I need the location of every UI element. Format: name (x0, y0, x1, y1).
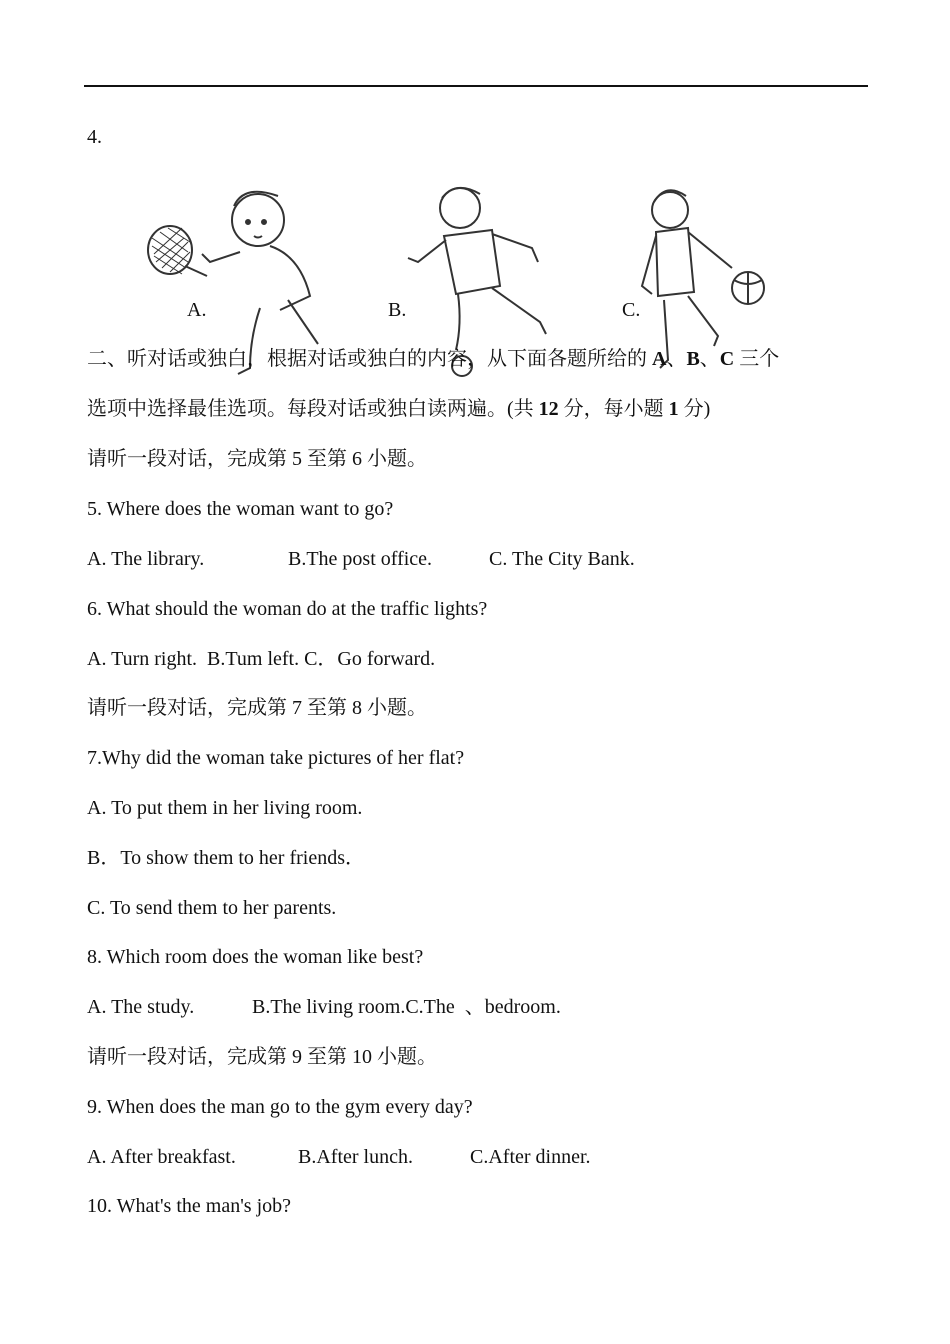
heading-bold: C (719, 348, 735, 370)
top-rule (84, 85, 868, 87)
option-a: A. The library. (87, 548, 205, 570)
option-a: A. After breakfast. (87, 1146, 236, 1168)
question-8: 8. Which room does the woman like best? (87, 946, 424, 968)
question-7: 7.Why did the woman take pictures of her flat? (87, 747, 465, 769)
heading-text: 分，每小题 (558, 398, 669, 420)
option-c-label: C. (622, 299, 641, 321)
question-9: 9. When does the man go to the gym every day? (87, 1096, 473, 1118)
question-9-options (87, 1144, 591, 1170)
option-b: B.The post office. (288, 548, 433, 570)
section-2-heading-line-1 (87, 346, 779, 372)
question-5-options (87, 546, 635, 572)
heading-text: 分) (678, 398, 711, 420)
question-6-options: A. Turn right. B.Tum left. C．Go forward. (87, 648, 436, 670)
question-10: 10. What's the man's job? (87, 1195, 292, 1217)
heading-bold: 1 (668, 398, 679, 420)
option-c: C.After dinner. (470, 1146, 591, 1168)
question-7-option-a: A. To put them in her living room. (87, 797, 363, 819)
instruction-7-8: 请听一段对话，完成第 7 至第 8 小题。 (87, 697, 427, 719)
option-b-c: B.The living room.C.The 、bedroom. (252, 996, 561, 1018)
option-b: B.After lunch. (298, 1146, 413, 1168)
heading-text: 三个 (734, 348, 780, 370)
question-8-options (87, 994, 561, 1020)
option-c: C. The City Bank. (489, 548, 635, 570)
option-a-label: A. (187, 299, 207, 321)
heading-text: 、 (666, 348, 687, 370)
question-5: 5. Where does the woman want to go? (87, 498, 394, 520)
question-7-option-b: B．To show them to her friends． (87, 847, 366, 869)
question-7-option-c: C. To send them to her parents. (87, 897, 337, 919)
question-4-number: 4. (87, 126, 102, 148)
heading-text: 、 (699, 348, 720, 370)
instruction-5-6: 请听一段对话，完成第 5 至第 6 小题。 (87, 448, 427, 470)
heading-bold: A (652, 348, 667, 370)
heading-text: 选项中选择最佳选项。每段对话或独白读两遍。(共 (87, 398, 539, 420)
option-b-label: B. (388, 299, 407, 321)
question-6: 6. What should the woman do at the traffic lights? (87, 598, 488, 620)
heading-bold: 12 (538, 398, 559, 420)
option-a: A. The study. (87, 996, 195, 1018)
instruction-9-10: 请听一段对话，完成第 9 至第 10 小题。 (87, 1046, 437, 1068)
heading-text: 二、听对话或独白，根据对话或独白的内容，从下面各题所给的 (87, 348, 652, 370)
heading-bold: B (686, 348, 700, 370)
section-2-heading-line-2 (87, 396, 710, 422)
